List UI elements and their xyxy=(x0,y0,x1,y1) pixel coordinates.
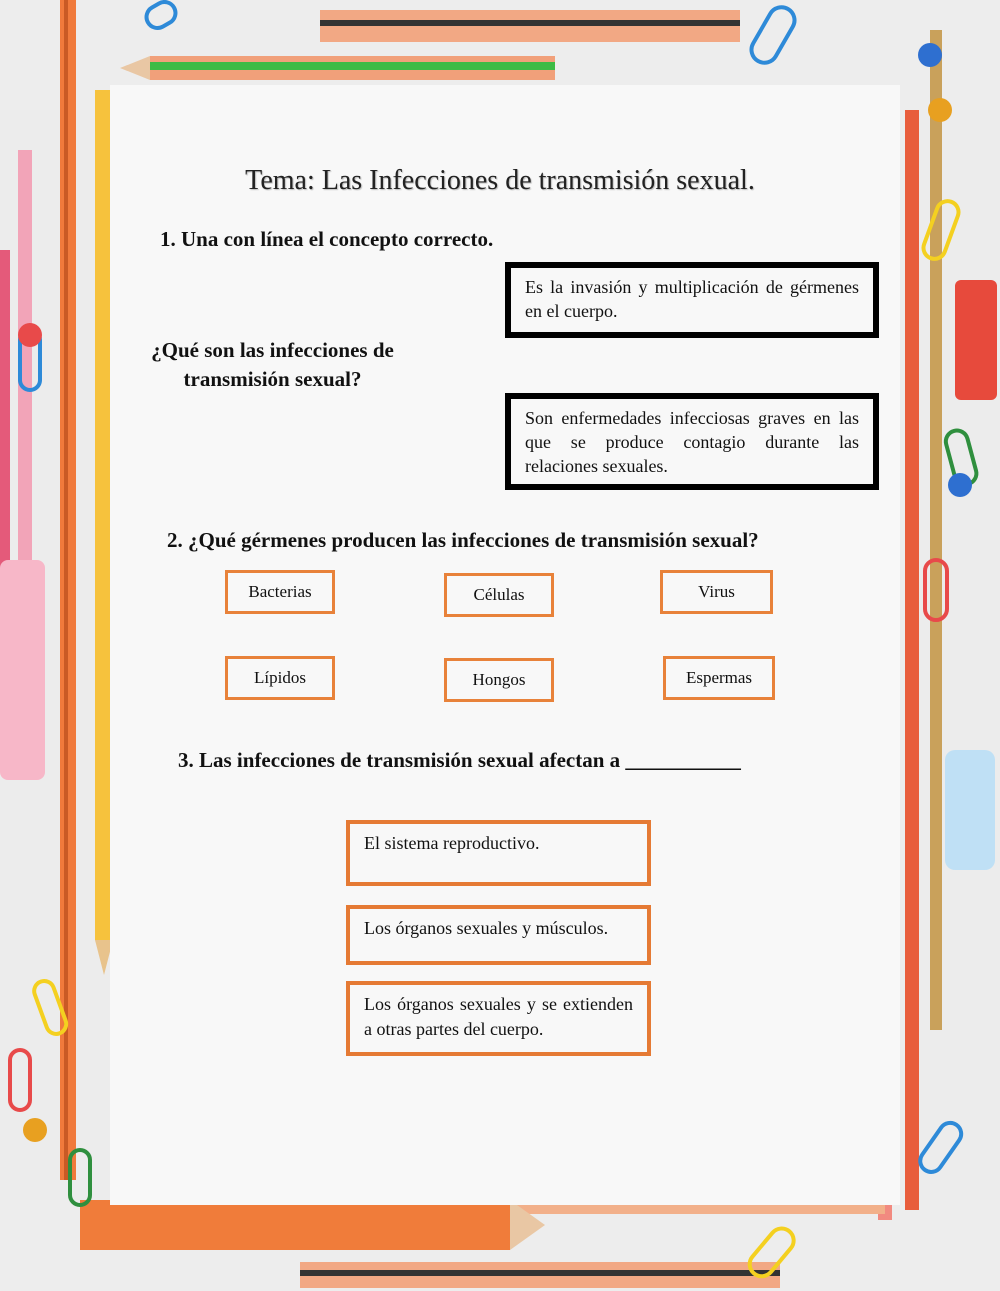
germ-option-bacterias[interactable]: Bacterias xyxy=(225,570,335,614)
concept-option-1[interactable]: Es la invasión y multiplicación de gérmenes en el cuerpo. xyxy=(505,262,879,338)
germ-option-celulas[interactable]: Células xyxy=(444,573,554,617)
question-2-label: 2. ¿Qué gérmenes producen las infecciones de transmisión sexual? xyxy=(167,528,759,552)
question-3-label: 3. Las infecciones de transmisión sexual afectan a ___________ xyxy=(178,748,741,772)
germ-option-espermas[interactable]: Espermas xyxy=(663,656,775,700)
answer-option-1[interactable]: El sistema reproductivo. xyxy=(346,820,651,886)
answer-option-3[interactable]: Los órganos sexuales y se extienden a otras partes del cuerpo. xyxy=(346,981,651,1056)
question-1-prompt-line1: ¿Qué son las infecciones de xyxy=(151,338,394,362)
germ-option-virus[interactable]: Virus xyxy=(660,570,773,614)
question-1-prompt-line2: transmisión sexual? xyxy=(183,367,362,391)
question-1-label: 1. Una con línea el concepto correcto. xyxy=(160,227,494,251)
question-1-prompt xyxy=(130,336,415,394)
concept-option-2[interactable]: Son enfermedades infecciosas graves en las que se produce contagio durante las relaciones sexuales. xyxy=(505,393,879,490)
germ-option-hongos[interactable]: Hongos xyxy=(444,658,554,702)
answer-option-2[interactable]: Los órganos sexuales y músculos. xyxy=(346,905,651,965)
germ-option-lipidos[interactable]: Lípidos xyxy=(225,656,335,700)
page-title: Tema: Las Infecciones de transmisión sexual. xyxy=(245,165,755,196)
